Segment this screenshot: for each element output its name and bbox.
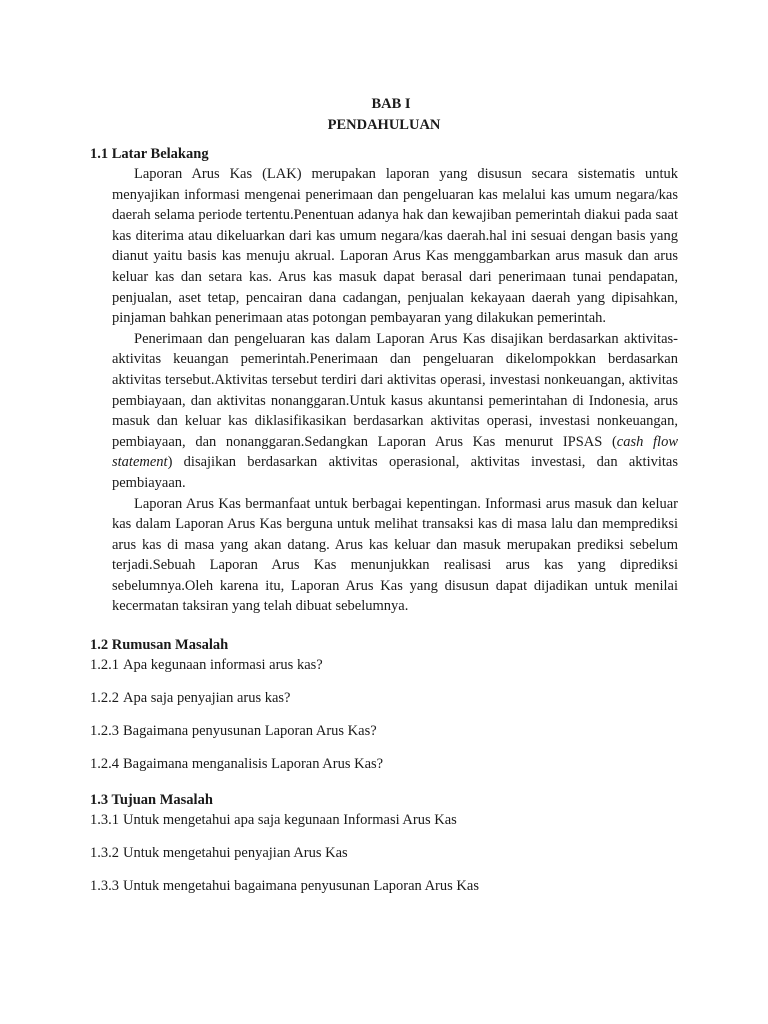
item-number: 1.2.4 xyxy=(90,756,119,773)
item-text: Apa kegunaan informasi arus kas? xyxy=(123,657,323,674)
item-text: Untuk mengetahui apa saja kegunaan Informasi Arus Kas xyxy=(123,812,457,829)
item-text: Untuk mengetahui penyajian Arus Kas xyxy=(123,845,348,862)
list-rumusan-masalah xyxy=(90,655,678,774)
list-item xyxy=(90,843,678,863)
list-item xyxy=(90,876,678,896)
list-item xyxy=(90,655,678,675)
item-text: Bagaimana menganalisis Laporan Arus Kas? xyxy=(123,756,384,773)
section-title-tujuan-masalah: 1.3 Tujuan Masalah xyxy=(90,792,213,809)
italic-term: cash flow statement xyxy=(112,433,678,471)
paragraph: Laporan Arus Kas (LAK) merupakan laporan yang disusun secara sistematis untuk menyajikan informasi mengenai penerimaan dan pengeluaran kas melalui kas umum negara/kas daerah selama periode tertentu.Penentuan adanya hak dan kewajiban pemerintah diakui pada saat kas diterima atau dikeluarkan dari kas umum negara/kas daerah.hal ini sesuai dengan basis yang dianut yaitu basis kas menuju akrual. Laporan Arus Kas menggambarkan arus masuk dan arus keluar kas dan setara kas. Arus kas masuk dapat berasal dari penerimaan tunai pendapatan, penjualan, aset tetap, pencairan dana cadangan, penjualan kekayaan daerah yang dipisahkan, pinjaman bahkan penerimaan atas potongan pembayaran yang dilakukan pemerintah. xyxy=(112,166,678,327)
item-text: Untuk mengetahui bagaimana penyusunan Laporan Arus Kas xyxy=(123,878,479,895)
chapter-title: PENDAHULUAN xyxy=(327,117,441,133)
list-item xyxy=(90,688,678,708)
list-item xyxy=(90,810,678,830)
section-title-rumusan-masalah: 1.2 Rumusan Masalah xyxy=(90,637,229,654)
item-number: 1.2.1 xyxy=(90,657,119,674)
list-tujuan-masalah xyxy=(90,810,678,896)
paragraph-text: Penerimaan dan pengeluaran kas dalam Laporan Arus Kas disajikan berdasarkan aktivitas-aktivitas keuangan pemerintah.Penerimaan dan pengeluaran dikelompokkan berdasarkan aktivitas tersebut.Aktivitas tersebut terdiri dari aktivitas operasi, investasi nonkeuangan, aktivitas pembiayaan, dan aktivitas nonanggaran.Untuk kasus akuntansi pemerintahan di Indonesia, arus masuk dan keluar kas diklasifikasikan berdasarkan aktivitas operasi, investasi nonkeuangan, pembiayaan, dan nonanggaran.Sedangkan Laporan Arus Kas menurut IPSAS ( xyxy=(112,330,678,450)
item-number: 1.2.2 xyxy=(90,690,119,707)
item-number: 1.3.1 xyxy=(90,812,119,829)
item-number: 1.3.2 xyxy=(90,845,119,862)
list-item xyxy=(90,721,678,741)
paragraph: Laporan Arus Kas bermanfaat untuk berbagai kepentingan. Informasi arus masuk dan keluar kas dalam Laporan Arus Kas berguna untuk melihat transaksi kas di masa lalu dan memprediksi arus kas di masa yang akan datang. Arus kas keluar dan masuk merupakan prediksi sebelum terjadi.Sebuah Laporan Arus Kas menunjukkan realisasi arus kas yang diprediksi sebelumnya.Oleh karena itu, Laporan Arus Kas yang disusun dapat dijadikan untuk menilai kecermatan taksiran yang telah dibuat sebelumnya. xyxy=(112,495,678,615)
section-body-latar-belakang xyxy=(112,164,678,617)
paragraph-text: ) disajikan berdasarkan aktivitas operasional, aktivitas investasi, dan aktivitas pembiayaan. xyxy=(112,454,678,491)
paragraph xyxy=(112,329,678,494)
item-text: Apa saja penyajian arus kas? xyxy=(123,690,291,707)
chapter-label: BAB I xyxy=(371,96,411,112)
section-title-latar-belakang: 1.1 Latar Belakang xyxy=(90,146,209,162)
item-number: 1.2.3 xyxy=(90,723,119,740)
list-item xyxy=(90,754,678,774)
item-number: 1.3.3 xyxy=(90,878,119,895)
item-text: Bagaimana penyusunan Laporan Arus Kas? xyxy=(123,723,377,740)
